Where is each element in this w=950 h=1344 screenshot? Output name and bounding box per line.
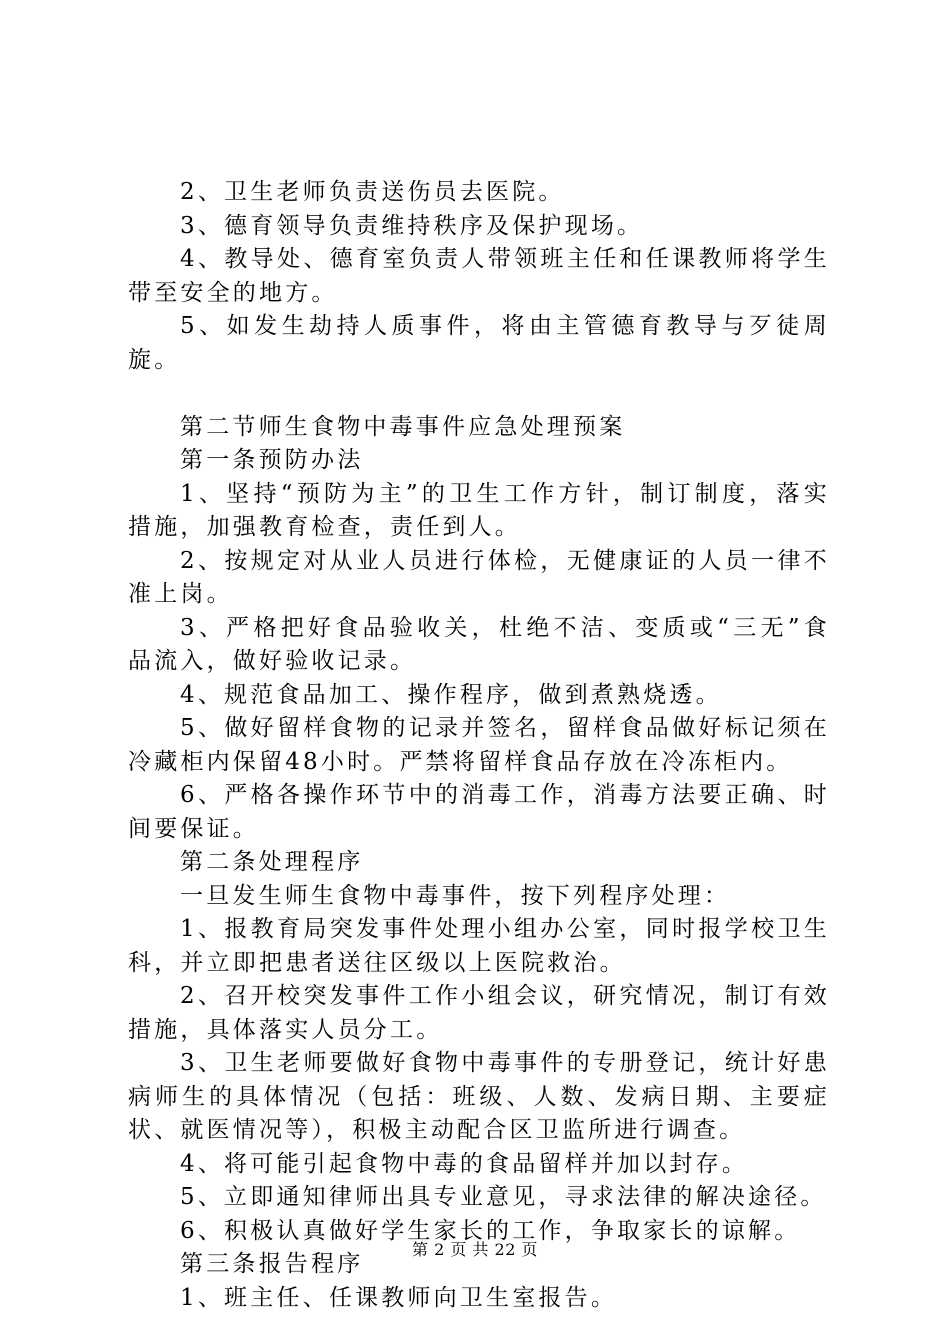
paragraph: 6、严格各操作环节中的消毒工作，消毒方法要正确、时间要保证。 (128, 782, 830, 842)
paragraph: 2、召开校突发事件工作小组会议，研究情况，制订有效措施，具体落实人员分工。 (128, 983, 830, 1043)
paragraph: 1、班主任、任课教师向卫生室报告。 (180, 1284, 618, 1311)
paragraph-gap (128, 377, 830, 411)
paragraph: 一旦发生师生食物中毒事件，按下列程序处理： (180, 882, 731, 909)
paragraph: 5、做好留样食物的记录并签名，留样食品做好标记须在冷藏柜内保留48小时。严禁将留样食品存放在冷冻柜内。 (128, 715, 830, 775)
paragraph: 4、规范食品加工、操作程序，做到煮熟烧透。 (180, 681, 722, 708)
paragraph: 1、坚持“预防为主”的卫生工作方针，制订制度，落实措施，加强教育检查，责任到人。 (128, 480, 830, 540)
paragraph: 3、德育领导负责维持秩序及保护现场。 (180, 212, 644, 239)
paragraph: 4、将可能引起食物中毒的食品留样并加以封存。 (180, 1150, 749, 1177)
article-heading: 第三条报告程序 (180, 1251, 364, 1277)
paragraph: 3、严格把好食品验收关，杜绝不洁、变质或“三无”食品流入，做好验收记录。 (128, 614, 830, 674)
paragraph: 5、如发生劫持人质事件，将由主管德育教导与歹徒周旋。 (128, 313, 830, 373)
paragraph: 1、报教育局突发事件处理小组办公室，同时报学校卫生科，并立即把患者送往区级以上医院救治。 (128, 916, 830, 976)
article-heading: 第一条预防办法 (180, 447, 364, 473)
page-footer: 第 2 页 共 22 页 (412, 1240, 538, 1259)
paragraph: 2、卫生老师负责送伤员去医院。 (180, 179, 565, 205)
paragraph: 4、教导处、德育室负责人带领班主任和任课教师将学生带至安全的地方。 (128, 246, 830, 306)
article-heading: 第二条处理程序 (180, 849, 364, 875)
document-body (128, 176, 830, 1315)
paragraph: 2、按规定对从业人员进行体检，无健康证的人员一律不准上岗。 (128, 547, 830, 607)
paragraph: 6、积极认真做好学生家长的工作，争取家长的谅解。 (180, 1217, 801, 1244)
section-heading: 第二节师生食物中毒事件应急处理预案 (180, 413, 626, 440)
paragraph: 3、卫生老师要做好食物中毒事件的专册登记，统计好患病师生的具体情况（包括：班级、人数、发病日期、主要症状、就医情况等），积极主动配合区卫监所进行调查。 (128, 1050, 830, 1143)
paragraph: 5、立即通知律师出具专业意见，寻求法律的解决途径。 (180, 1184, 827, 1210)
